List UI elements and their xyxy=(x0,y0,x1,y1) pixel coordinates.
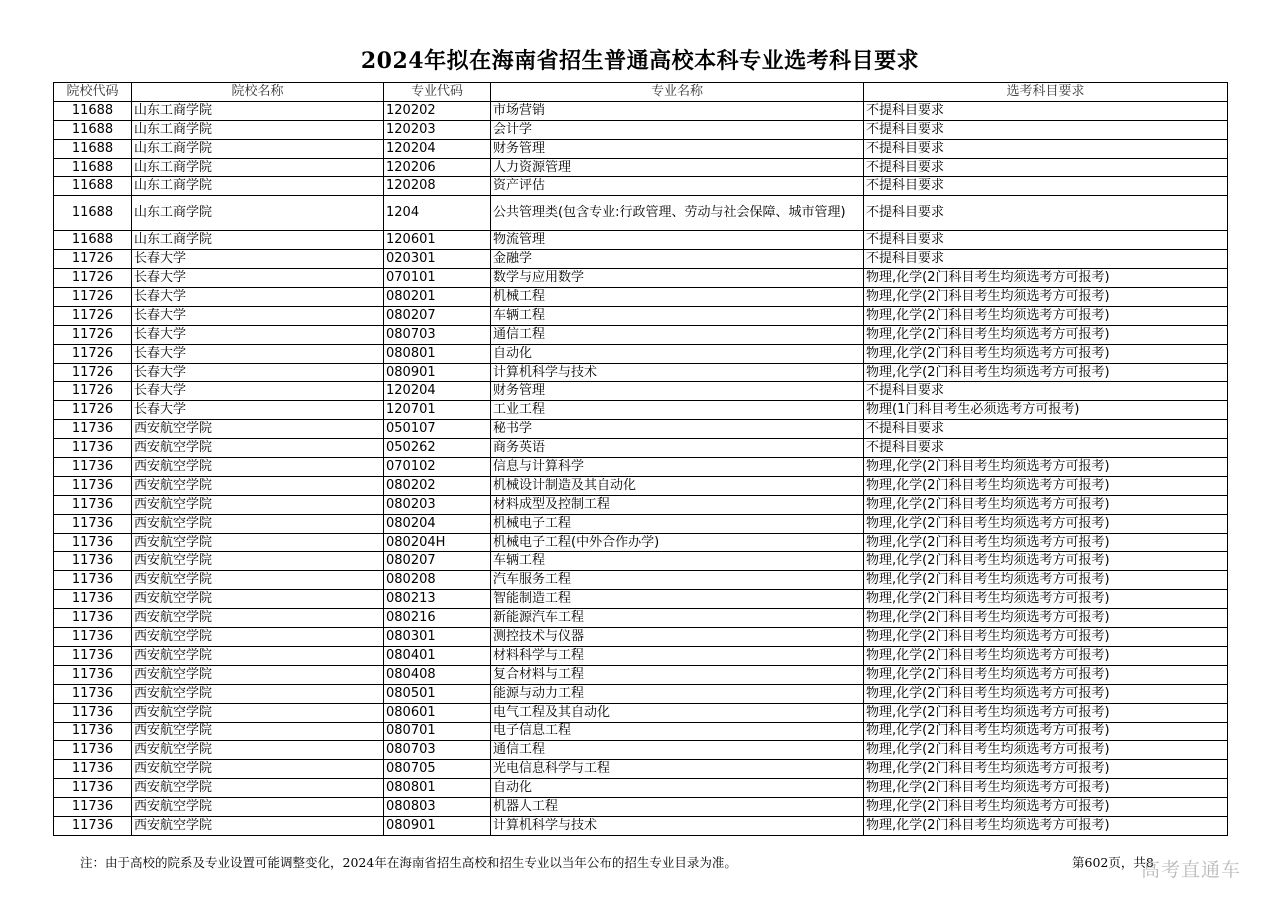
cell-school-name: 山东工商学院 xyxy=(132,120,384,139)
cell-school-code: 11688 xyxy=(54,231,132,250)
cell-major-code: 120206 xyxy=(384,158,491,177)
table-row xyxy=(54,269,1228,288)
cell-school-name: 西安航空学院 xyxy=(132,514,384,533)
cell-school-name: 长春大学 xyxy=(132,363,384,382)
cell-school-name: 山东工商学院 xyxy=(132,196,384,231)
cell-major-code: 120203 xyxy=(384,120,491,139)
cell-major-code: 080801 xyxy=(384,344,491,363)
cell-school-name: 山东工商学院 xyxy=(132,139,384,158)
cell-school-code: 11736 xyxy=(54,646,132,665)
cell-school-code: 11736 xyxy=(54,703,132,722)
cell-school-code: 11736 xyxy=(54,798,132,817)
cell-school-code: 11736 xyxy=(54,628,132,647)
cell-major-code: 070101 xyxy=(384,269,491,288)
cell-subject-requirement: 物理,化学(2门科目考生均须选考方可报考) xyxy=(864,476,1228,495)
cell-major-name: 机械设计制造及其自动化 xyxy=(491,476,864,495)
cell-school-code: 11736 xyxy=(54,552,132,571)
cell-major-name: 财务管理 xyxy=(491,382,864,401)
cell-major-code: 080216 xyxy=(384,609,491,628)
cell-school-name: 长春大学 xyxy=(132,382,384,401)
cell-major-name: 商务英语 xyxy=(491,439,864,458)
cell-subject-requirement: 不提科目要求 xyxy=(864,420,1228,439)
cell-major-name: 电子信息工程 xyxy=(491,722,864,741)
table-row xyxy=(54,476,1228,495)
cell-school-code: 11736 xyxy=(54,760,132,779)
table-row xyxy=(54,495,1228,514)
cell-school-name: 长春大学 xyxy=(132,269,384,288)
table-row xyxy=(54,571,1228,590)
cell-school-name: 西安航空学院 xyxy=(132,779,384,798)
cell-major-code: 080701 xyxy=(384,722,491,741)
cell-major-name: 计算机科学与技术 xyxy=(491,363,864,382)
cell-subject-requirement: 物理(1门科目考生必须选考方可报考) xyxy=(864,401,1228,420)
cell-subject-requirement: 物理,化学(2门科目考生均须选考方可报考) xyxy=(864,306,1228,325)
table-row xyxy=(54,779,1228,798)
cell-major-code: 120202 xyxy=(384,101,491,120)
cell-subject-requirement: 物理,化学(2门科目考生均须选考方可报考) xyxy=(864,325,1228,344)
cell-school-name: 西安航空学院 xyxy=(132,722,384,741)
cell-subject-requirement: 物理,化学(2门科目考生均须选考方可报考) xyxy=(864,609,1228,628)
cell-school-code: 11736 xyxy=(54,476,132,495)
cell-school-code: 11726 xyxy=(54,344,132,363)
cell-subject-requirement: 物理,化学(2门科目考生均须选考方可报考) xyxy=(864,779,1228,798)
cell-subject-requirement: 物理,化学(2门科目考生均须选考方可报考) xyxy=(864,590,1228,609)
cell-major-code: 1204 xyxy=(384,196,491,231)
table-row xyxy=(54,344,1228,363)
cell-school-name: 西安航空学院 xyxy=(132,458,384,477)
cell-major-name: 物流管理 xyxy=(491,231,864,250)
cell-major-code: 120208 xyxy=(384,177,491,196)
cell-school-code: 11688 xyxy=(54,158,132,177)
cell-major-code: 080201 xyxy=(384,288,491,307)
table-row xyxy=(54,288,1228,307)
table-row xyxy=(54,401,1228,420)
cell-major-name: 工业工程 xyxy=(491,401,864,420)
cell-subject-requirement: 物理,化学(2门科目考生均须选考方可报考) xyxy=(864,571,1228,590)
cell-school-name: 西安航空学院 xyxy=(132,646,384,665)
cell-school-code: 11736 xyxy=(54,609,132,628)
cell-major-name: 光电信息科学与工程 xyxy=(491,760,864,779)
cell-school-name: 长春大学 xyxy=(132,325,384,344)
cell-school-code: 11736 xyxy=(54,439,132,458)
cell-major-code: 050107 xyxy=(384,420,491,439)
cell-major-name: 计算机科学与技术 xyxy=(491,816,864,835)
header-subject-requirement: 选考科目要求 xyxy=(864,83,1228,102)
cell-school-code: 11736 xyxy=(54,590,132,609)
cell-school-name: 山东工商学院 xyxy=(132,101,384,120)
cell-major-name: 公共管理类(包含专业:行政管理、劳动与社会保障、城市管理) xyxy=(491,196,864,231)
cell-major-code: 080703 xyxy=(384,325,491,344)
table-row xyxy=(54,382,1228,401)
table-row xyxy=(54,684,1228,703)
cell-subject-requirement: 物理,化学(2门科目考生均须选考方可报考) xyxy=(864,363,1228,382)
cell-major-name: 智能制造工程 xyxy=(491,590,864,609)
cell-school-code: 11736 xyxy=(54,571,132,590)
cell-school-name: 西安航空学院 xyxy=(132,552,384,571)
cell-major-code: 120204 xyxy=(384,382,491,401)
cell-school-code: 11736 xyxy=(54,514,132,533)
cell-school-code: 11726 xyxy=(54,288,132,307)
table-row xyxy=(54,609,1228,628)
table-row xyxy=(54,439,1228,458)
cell-major-code: 080204 xyxy=(384,514,491,533)
cell-major-code: 080803 xyxy=(384,798,491,817)
cell-school-name: 西安航空学院 xyxy=(132,609,384,628)
cell-subject-requirement: 不提科目要求 xyxy=(864,250,1228,269)
cell-major-code: 080705 xyxy=(384,760,491,779)
cell-major-name: 机械工程 xyxy=(491,288,864,307)
cell-subject-requirement: 物理,化学(2门科目考生均须选考方可报考) xyxy=(864,722,1228,741)
table-row xyxy=(54,363,1228,382)
cell-major-name: 通信工程 xyxy=(491,741,864,760)
cell-major-code: 080801 xyxy=(384,779,491,798)
table-row xyxy=(54,250,1228,269)
cell-school-name: 西安航空学院 xyxy=(132,816,384,835)
cell-school-name: 西安航空学院 xyxy=(132,420,384,439)
cell-major-name: 自动化 xyxy=(491,344,864,363)
cell-school-code: 11736 xyxy=(54,722,132,741)
cell-major-code: 080301 xyxy=(384,628,491,647)
table-body xyxy=(54,101,1228,835)
cell-major-code: 080207 xyxy=(384,306,491,325)
cell-major-code: 080213 xyxy=(384,590,491,609)
page-title: 2024年拟在海南省招生普通高校本科专业选考科目要求 xyxy=(360,48,920,74)
cell-subject-requirement: 物理,化学(2门科目考生均须选考方可报考) xyxy=(864,269,1228,288)
table-row xyxy=(54,231,1228,250)
cell-major-code: 120701 xyxy=(384,401,491,420)
cell-major-code: 080204H xyxy=(384,533,491,552)
table-row xyxy=(54,798,1228,817)
table-row xyxy=(54,590,1228,609)
cell-school-name: 西安航空学院 xyxy=(132,798,384,817)
cell-major-name: 汽车服务工程 xyxy=(491,571,864,590)
cell-major-name: 机械电子工程(中外合作办学) xyxy=(491,533,864,552)
table-row xyxy=(54,628,1228,647)
table-row xyxy=(54,306,1228,325)
cell-major-code: 080703 xyxy=(384,741,491,760)
cell-school-name: 长春大学 xyxy=(132,288,384,307)
cell-major-name: 车辆工程 xyxy=(491,306,864,325)
header-major-name: 专业名称 xyxy=(491,83,864,102)
cell-major-name: 车辆工程 xyxy=(491,552,864,571)
cell-major-name: 测控技术与仪器 xyxy=(491,628,864,647)
table-row xyxy=(54,196,1228,231)
cell-school-code: 11736 xyxy=(54,684,132,703)
table-row xyxy=(54,703,1228,722)
cell-subject-requirement: 物理,化学(2门科目考生均须选考方可报考) xyxy=(864,684,1228,703)
cell-subject-requirement: 物理,化学(2门科目考生均须选考方可报考) xyxy=(864,760,1228,779)
cell-major-name: 金融学 xyxy=(491,250,864,269)
cell-major-name: 秘书学 xyxy=(491,420,864,439)
cell-subject-requirement: 不提科目要求 xyxy=(864,139,1228,158)
cell-major-code: 120601 xyxy=(384,231,491,250)
cell-subject-requirement: 物理,化学(2门科目考生均须选考方可报考) xyxy=(864,533,1228,552)
cell-major-name: 电气工程及其自动化 xyxy=(491,703,864,722)
cell-major-code: 080202 xyxy=(384,476,491,495)
cell-subject-requirement: 物理,化学(2门科目考生均须选考方可报考) xyxy=(864,344,1228,363)
cell-subject-requirement: 不提科目要求 xyxy=(864,101,1228,120)
cell-subject-requirement: 不提科目要求 xyxy=(864,120,1228,139)
cell-school-name: 长春大学 xyxy=(132,250,384,269)
table-row xyxy=(54,420,1228,439)
cell-school-name: 西安航空学院 xyxy=(132,665,384,684)
cell-school-name: 长春大学 xyxy=(132,306,384,325)
cell-school-code: 11736 xyxy=(54,779,132,798)
cell-school-name: 西安航空学院 xyxy=(132,476,384,495)
cell-school-code: 11736 xyxy=(54,665,132,684)
cell-subject-requirement: 物理,化学(2门科目考生均须选考方可报考) xyxy=(864,628,1228,647)
cell-subject-requirement: 不提科目要求 xyxy=(864,439,1228,458)
table-row xyxy=(54,139,1228,158)
page-number: 第602页，共8 xyxy=(1072,855,1154,870)
cell-major-code: 080208 xyxy=(384,571,491,590)
header-school-code: 院校代码 xyxy=(54,83,132,102)
table-row xyxy=(54,722,1228,741)
cell-major-code: 080207 xyxy=(384,552,491,571)
cell-major-name: 财务管理 xyxy=(491,139,864,158)
table-row xyxy=(54,816,1228,835)
table-row xyxy=(54,120,1228,139)
cell-school-name: 西安航空学院 xyxy=(132,628,384,647)
table-row xyxy=(54,177,1228,196)
cell-major-code: 080401 xyxy=(384,646,491,665)
cell-subject-requirement: 物理,化学(2门科目考生均须选考方可报考) xyxy=(864,646,1228,665)
cell-major-code: 020301 xyxy=(384,250,491,269)
cell-subject-requirement: 不提科目要求 xyxy=(864,177,1228,196)
cell-subject-requirement: 物理,化学(2门科目考生均须选考方可报考) xyxy=(864,495,1228,514)
cell-school-name: 西安航空学院 xyxy=(132,571,384,590)
cell-school-code: 11736 xyxy=(54,816,132,835)
header-school-name: 院校名称 xyxy=(132,83,384,102)
cell-major-code: 050262 xyxy=(384,439,491,458)
cell-major-code: 080408 xyxy=(384,665,491,684)
cell-major-code: 080601 xyxy=(384,703,491,722)
cell-school-code: 11726 xyxy=(54,401,132,420)
cell-subject-requirement: 物理,化学(2门科目考生均须选考方可报考) xyxy=(864,514,1228,533)
table-row xyxy=(54,458,1228,477)
table-row xyxy=(54,325,1228,344)
cell-subject-requirement: 不提科目要求 xyxy=(864,158,1228,177)
cell-school-name: 西安航空学院 xyxy=(132,590,384,609)
cell-major-name: 机器人工程 xyxy=(491,798,864,817)
cell-major-name: 机械电子工程 xyxy=(491,514,864,533)
cell-school-code: 11688 xyxy=(54,120,132,139)
cell-major-name: 信息与计算科学 xyxy=(491,458,864,477)
cell-school-name: 西安航空学院 xyxy=(132,495,384,514)
cell-major-name: 材料成型及控制工程 xyxy=(491,495,864,514)
cell-school-code: 11726 xyxy=(54,306,132,325)
table-row xyxy=(54,552,1228,571)
cell-school-name: 西安航空学院 xyxy=(132,703,384,722)
table-header-row xyxy=(54,83,1228,102)
cell-school-code: 11736 xyxy=(54,495,132,514)
cell-school-code: 11736 xyxy=(54,420,132,439)
table-row xyxy=(54,533,1228,552)
cell-school-name: 山东工商学院 xyxy=(132,158,384,177)
cell-school-code: 11736 xyxy=(54,533,132,552)
cell-school-name: 山东工商学院 xyxy=(132,231,384,250)
cell-major-name: 新能源汽车工程 xyxy=(491,609,864,628)
table-row xyxy=(54,760,1228,779)
cell-school-code: 11688 xyxy=(54,177,132,196)
cell-major-code: 070102 xyxy=(384,458,491,477)
cell-major-code: 080501 xyxy=(384,684,491,703)
table-row xyxy=(54,646,1228,665)
cell-school-name: 长春大学 xyxy=(132,344,384,363)
cell-major-name: 人力资源管理 xyxy=(491,158,864,177)
cell-subject-requirement: 物理,化学(2门科目考生均须选考方可报考) xyxy=(864,288,1228,307)
cell-subject-requirement: 不提科目要求 xyxy=(864,382,1228,401)
cell-school-name: 西安航空学院 xyxy=(132,684,384,703)
cell-major-name: 通信工程 xyxy=(491,325,864,344)
cell-major-name: 市场营销 xyxy=(491,101,864,120)
cell-school-code: 11688 xyxy=(54,139,132,158)
cell-subject-requirement: 物理,化学(2门科目考生均须选考方可报考) xyxy=(864,816,1228,835)
cell-major-name: 数学与应用数学 xyxy=(491,269,864,288)
cell-major-name: 复合材料与工程 xyxy=(491,665,864,684)
cell-major-code: 080901 xyxy=(384,816,491,835)
cell-subject-requirement: 物理,化学(2门科目考生均须选考方可报考) xyxy=(864,703,1228,722)
watermark: 高考直通车 xyxy=(1141,859,1242,881)
table-row xyxy=(54,741,1228,760)
cell-school-code: 11726 xyxy=(54,363,132,382)
cell-school-name: 西安航空学院 xyxy=(132,439,384,458)
cell-major-name: 材料科学与工程 xyxy=(491,646,864,665)
table-row xyxy=(54,665,1228,684)
cell-school-name: 西安航空学院 xyxy=(132,760,384,779)
cell-major-code: 080901 xyxy=(384,363,491,382)
cell-school-code: 11736 xyxy=(54,458,132,477)
cell-school-code: 11736 xyxy=(54,741,132,760)
cell-school-code: 11726 xyxy=(54,269,132,288)
cell-school-name: 西安航空学院 xyxy=(132,741,384,760)
cell-major-name: 自动化 xyxy=(491,779,864,798)
cell-subject-requirement: 不提科目要求 xyxy=(864,196,1228,231)
cell-subject-requirement: 物理,化学(2门科目考生均须选考方可报考) xyxy=(864,458,1228,477)
cell-school-code: 11726 xyxy=(54,250,132,269)
table-row xyxy=(54,158,1228,177)
cell-school-code: 11726 xyxy=(54,325,132,344)
cell-major-name: 资产评估 xyxy=(491,177,864,196)
cell-subject-requirement: 物理,化学(2门科目考生均须选考方可报考) xyxy=(864,552,1228,571)
cell-subject-requirement: 不提科目要求 xyxy=(864,231,1228,250)
cell-school-name: 西安航空学院 xyxy=(132,533,384,552)
cell-school-code: 11726 xyxy=(54,382,132,401)
cell-subject-requirement: 物理,化学(2门科目考生均须选考方可报考) xyxy=(864,741,1228,760)
cell-major-code: 080203 xyxy=(384,495,491,514)
cell-school-code: 11688 xyxy=(54,101,132,120)
cell-school-name: 长春大学 xyxy=(132,401,384,420)
header-major-code: 专业代码 xyxy=(384,83,491,102)
footnote: 注：由于高校的院系及专业设置可能调整变化，2024年在海南省招生高校和招生专业以当年公布的招生专业目录为准。 xyxy=(80,855,737,870)
cell-major-name: 会计学 xyxy=(491,120,864,139)
cell-subject-requirement: 物理,化学(2门科目考生均须选考方可报考) xyxy=(864,798,1228,817)
table-row xyxy=(54,514,1228,533)
cell-school-name: 山东工商学院 xyxy=(132,177,384,196)
table-row xyxy=(54,101,1228,120)
cell-major-code: 120204 xyxy=(384,139,491,158)
cell-school-code: 11688 xyxy=(54,196,132,231)
cell-subject-requirement: 物理,化学(2门科目考生均须选考方可报考) xyxy=(864,665,1228,684)
cell-major-name: 能源与动力工程 xyxy=(491,684,864,703)
requirements-table xyxy=(53,82,1228,836)
